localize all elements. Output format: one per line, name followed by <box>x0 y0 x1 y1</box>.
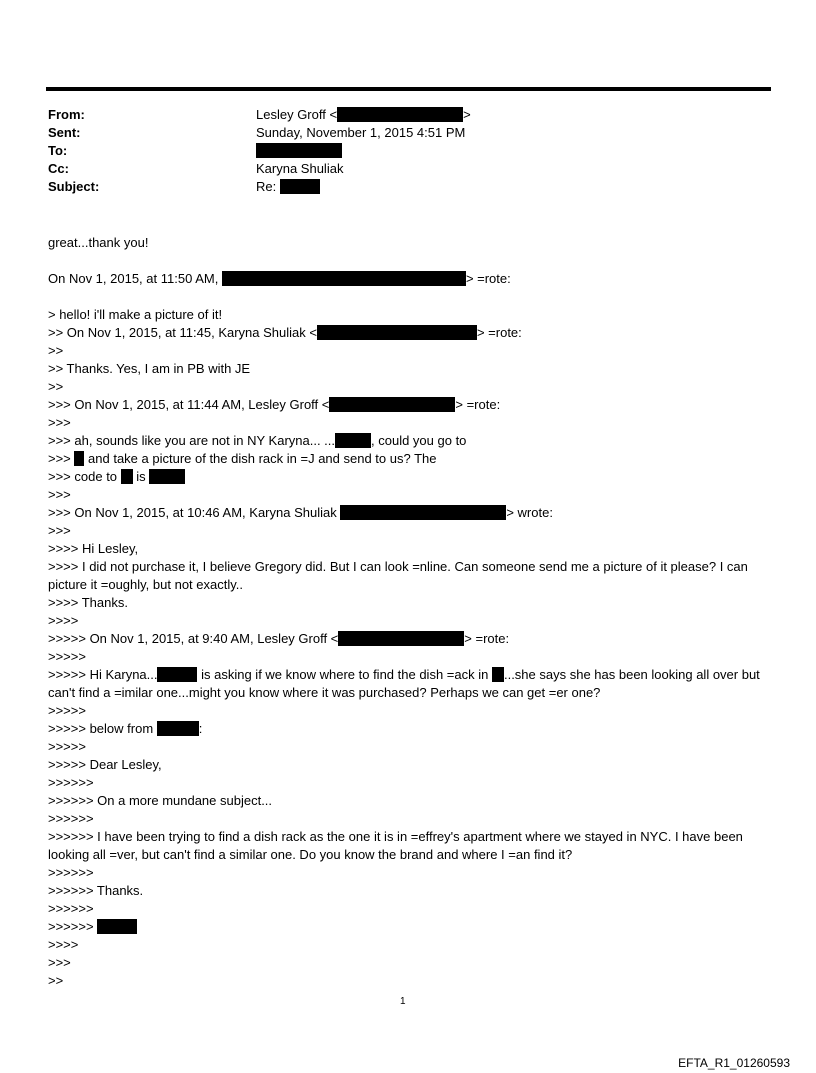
email-body <box>48 234 770 990</box>
body-line: >>>>> On Nov 1, 2015, at 9:40 AM, Lesley Groff < > =rote: <box>48 631 510 646</box>
body-line: >>> <box>48 415 71 430</box>
redaction-box <box>121 469 133 484</box>
subject-label: Subject: <box>48 179 100 194</box>
from-value <box>256 106 471 124</box>
body-line: >>>>> <box>48 703 86 718</box>
header-rule <box>46 87 771 91</box>
body-line: >> On Nov 1, 2015, at 11:45, Karyna Shuliak < > =rote: <box>48 325 522 340</box>
body-line: >> <box>48 343 64 358</box>
body-line: >>>>> Dear Lesley, <box>48 757 162 772</box>
redaction-box <box>335 433 371 448</box>
body-line: > hello! i'll make a picture of it! <box>48 307 223 322</box>
body-line: >> <box>48 973 64 988</box>
body-line: >>>>>> I have been trying to find a dish rack as the one it is in =effrey's apartment where we stayed in NYC. I have been looking all =ver, but can't find a similar one. Do you know the brand and where I =an find it? <box>48 829 743 862</box>
to-label: To: <box>48 143 68 158</box>
redaction-box <box>97 919 137 934</box>
body-line: >>>>>> <box>48 918 770 936</box>
body-line: >>>>> below from : <box>48 721 203 736</box>
redaction-box <box>157 721 199 736</box>
body-line: >>>>>> On a more mundane subject... <box>48 793 273 808</box>
body-line: >>>>>> <box>48 865 94 880</box>
body-line: >>>>>> <box>48 775 94 790</box>
body-line: >> <box>48 379 64 394</box>
body-line: >>> <box>48 523 71 538</box>
redaction-box <box>222 271 466 286</box>
redaction-box <box>256 143 342 158</box>
body-line: On Nov 1, 2015, at 11:50 AM, > =rote: <box>48 271 511 286</box>
body-line: >>> and take a picture of the dish rack in =J and send to us? The <box>48 451 437 466</box>
body-line: >>> code to is <box>48 468 770 486</box>
page-number: 1 <box>400 996 406 1007</box>
redaction-box <box>340 505 506 520</box>
body-line: >>>>> <box>48 739 86 754</box>
body-line: >>>> Hi Lesley, <box>48 541 139 556</box>
body-line: >>>>>> <box>48 811 94 826</box>
from-close: > <box>463 107 471 122</box>
redaction-box <box>149 469 185 484</box>
body-line: >>> On Nov 1, 2015, at 11:44 AM, Lesley Groff < > =rote: <box>48 397 501 412</box>
cc-value: Karyna Shuliak <box>256 161 344 176</box>
redaction-box <box>492 667 504 682</box>
body-line: >>>> <box>48 613 79 628</box>
redaction-box <box>74 451 84 466</box>
subject-value <box>256 178 320 196</box>
body-line: >>>> Thanks. <box>48 595 128 610</box>
sent-label: Sent: <box>48 125 81 140</box>
from-label: From: <box>48 107 85 122</box>
body-line: great...thank you! <box>48 235 149 250</box>
redaction-box <box>337 107 463 122</box>
body-line: >>>>>> Thanks. <box>48 883 144 898</box>
body-line: >> Thanks. Yes, I am in PB with JE <box>48 361 251 376</box>
redaction-box <box>329 397 455 412</box>
redaction-box <box>317 325 477 340</box>
sent-value: Sunday, November 1, 2015 4:51 PM <box>256 125 466 140</box>
subject-prefix: Re: <box>256 179 277 194</box>
document-id: EFTA_R1_01260593 <box>678 1056 790 1070</box>
body-line: >>> On Nov 1, 2015, at 10:46 AM, Karyna Shuliak > wrote: <box>48 505 553 520</box>
redaction-box <box>157 667 197 682</box>
body-line: >>> ah, sounds like you are not in NY Karyna... ... , could you go to <box>48 433 467 448</box>
body-line: >>>> <box>48 937 79 952</box>
body-line: >>>>>> <box>48 901 94 916</box>
redaction-box <box>280 179 320 194</box>
body-line: >>>>> Hi Karyna... is asking if we know where to find the dish =ack in ...she says she has been looking all over but can't find a =imilar one...might you know where it was purchased? Perhaps we can get =er one? <box>48 667 760 700</box>
body-line: >>>> I did not purchase it, I believe Gregory did. But I can look =nline. Can someone send me a picture of it please? I can picture it =oughly, but not exactly.. <box>48 559 748 592</box>
from-name: Lesley Groff < <box>256 107 338 122</box>
body-line: >>>>> <box>48 649 86 664</box>
redaction-box <box>338 631 464 646</box>
to-value <box>256 142 342 160</box>
body-line: >>> <box>48 487 71 502</box>
cc-label: Cc: <box>48 161 69 176</box>
body-line: >>> <box>48 955 71 970</box>
